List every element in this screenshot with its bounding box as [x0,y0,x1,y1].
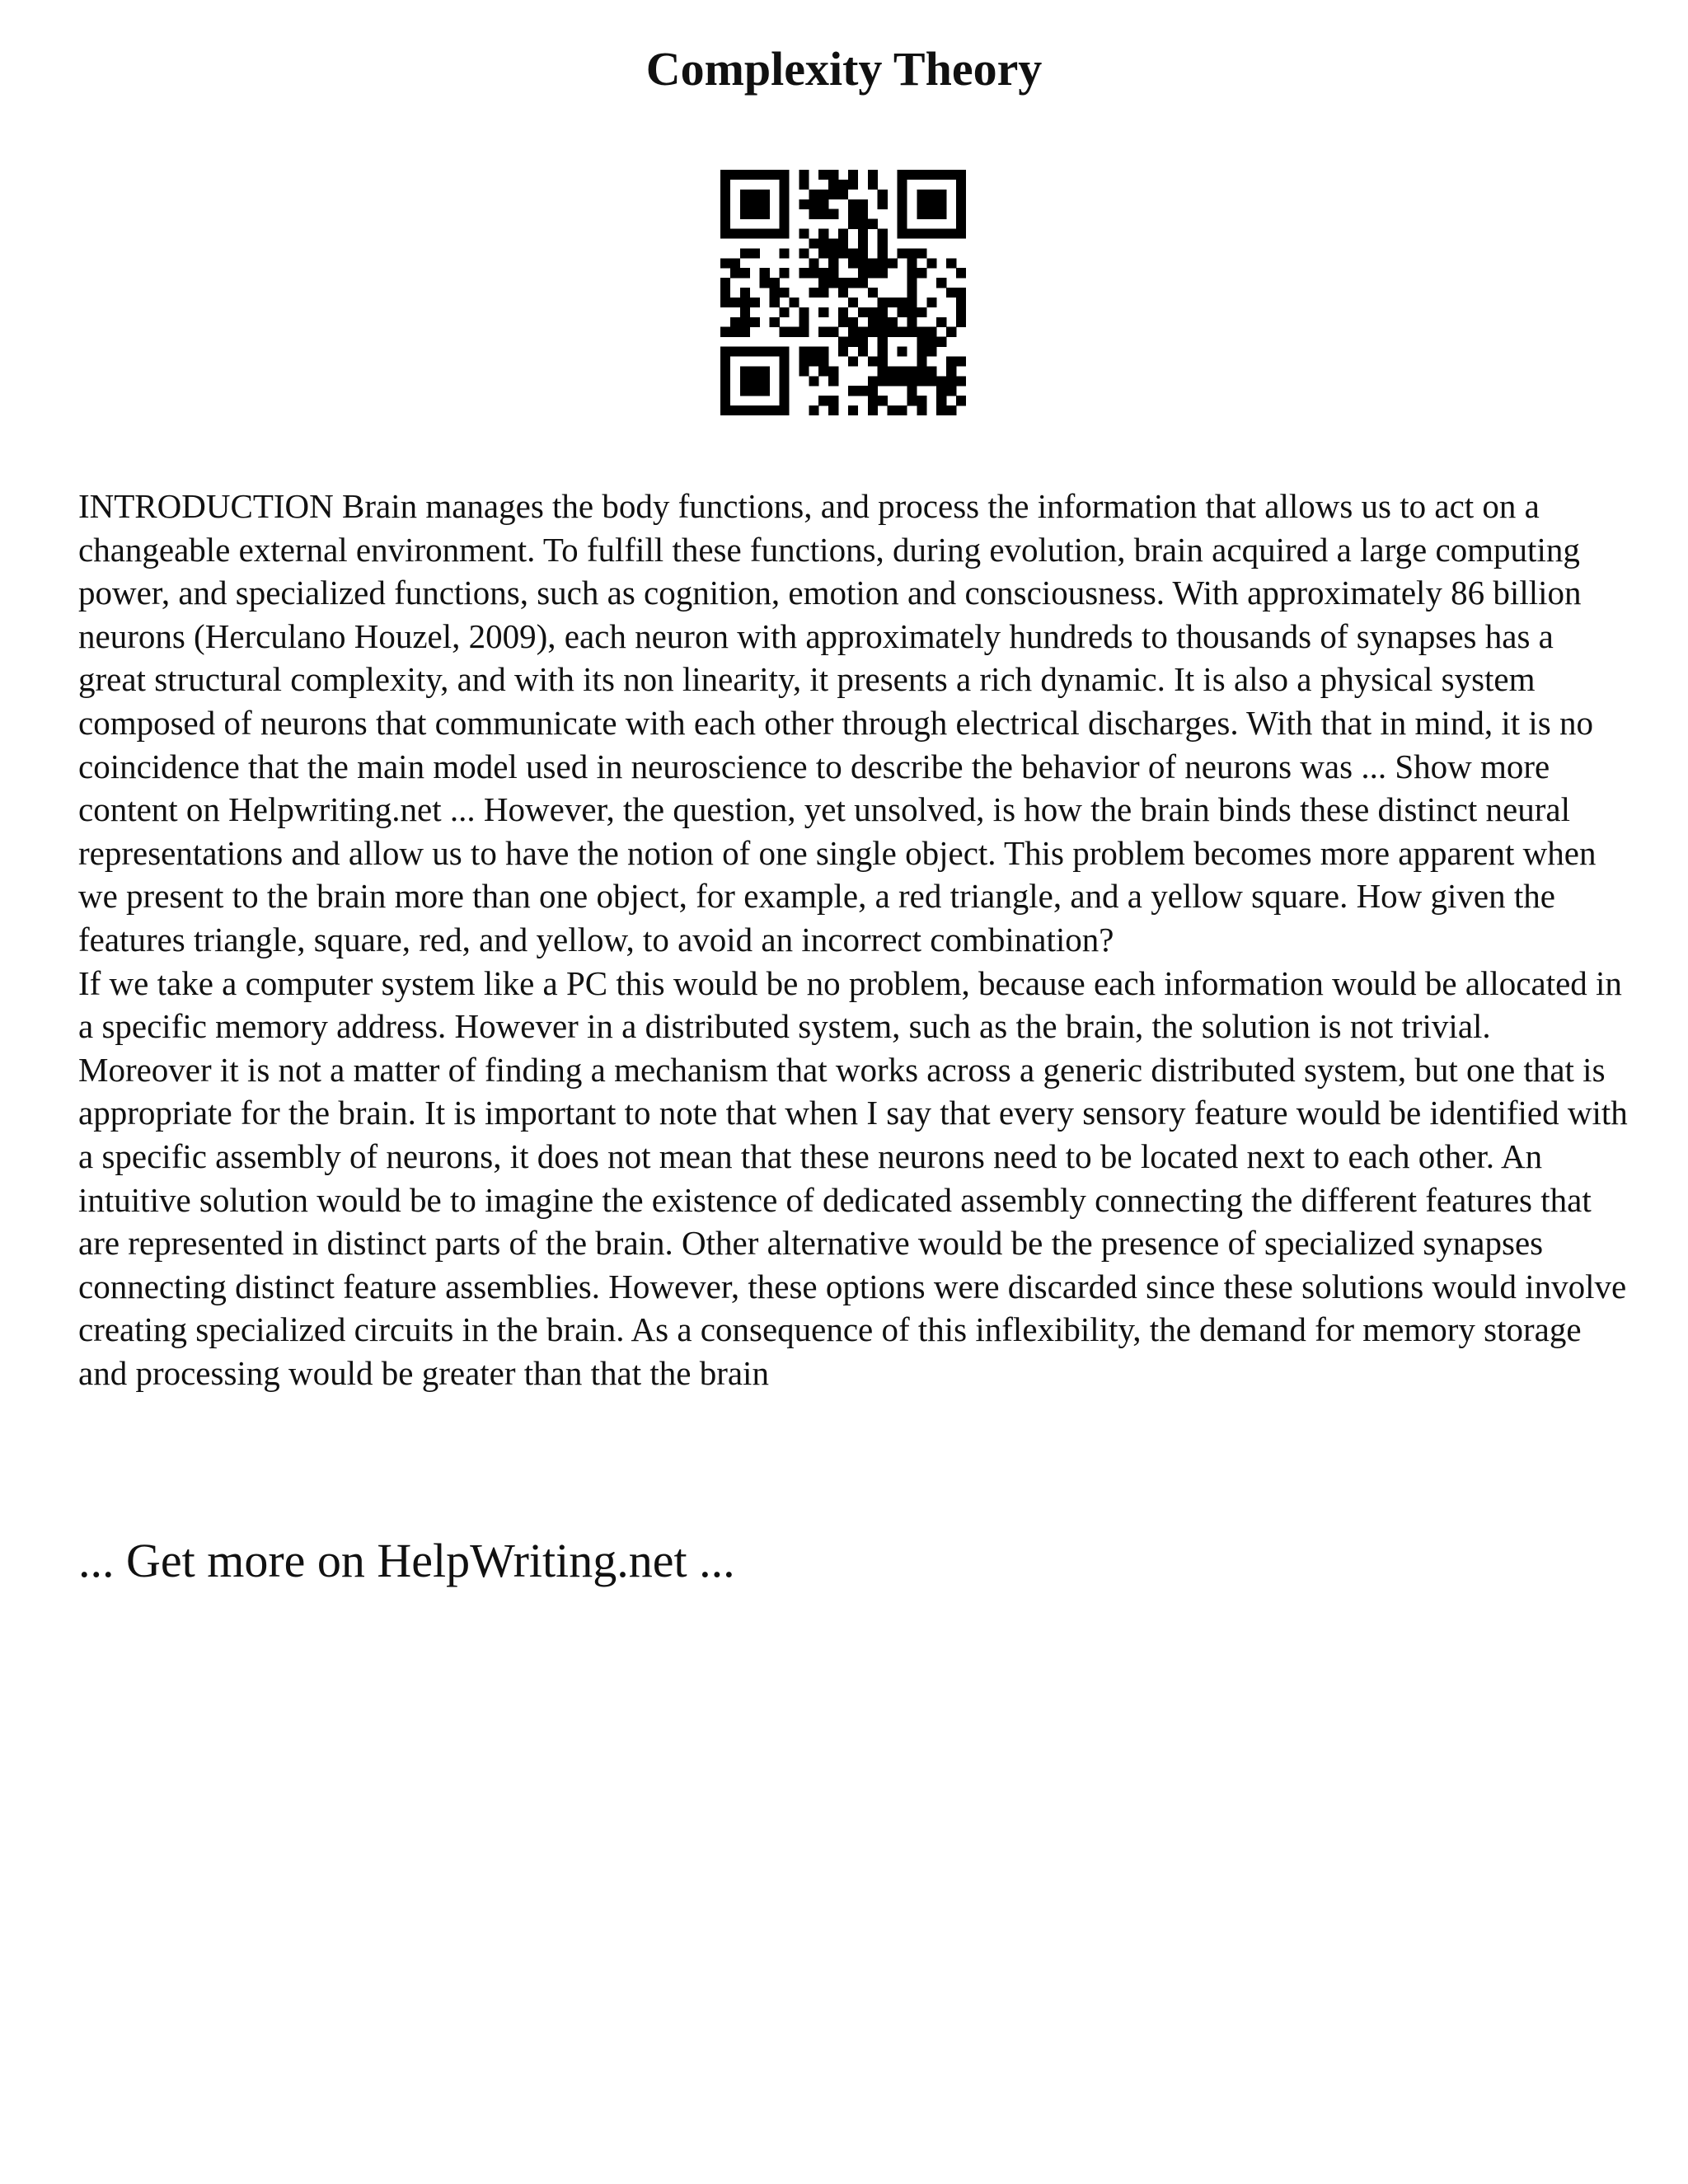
page-title: Complexity Theory [645,42,1043,96]
article-body [78,485,1628,1394]
qr-code-graphic [720,170,966,415]
get-more-link[interactable]: ... Get more on HelpWriting.net ... [78,1534,735,1587]
qr-code-icon[interactable] [720,170,966,415]
article-paragraph-1: INTRODUCTION Brain manages the body functions, and process the information that allows us to act on a changeable external environment. To fulfill these functions, during evolution, brain acquired a large computing power, and specialized functions, such as cognition, emotion and consciousness. With approximately 86 billion neurons (Herculano Houzel, 2009), each neuron with approximately hundreds to thousands of synapses has a great structural complexity, and with its non linearity, it presents a rich dynamic. It is also a physical system composed of neurons that communicate with each other through electrical discharges. With that in mind, it is no coincidence that the main model used in neuroscience to describe the behavior of neurons was ... Show more content on Helpwriting.net ... However, the question, yet unsolved, is how the brain binds these distinct neural representations and allow us to have the notion of one single object. This problem becomes more apparent when we present to the brain more than one object, for example, a red triangle, and a yellow square. How given the features triangle, square, red, and yellow, to avoid an incorrect combination? [78,487,1597,958]
article-paragraph-2: If we take a computer system like a PC this would be no problem, because each information would be allocated in a specific memory address. However in a distributed system, such as the brain, the solution is not trivial. Moreover it is not a matter of finding a mechanism that works across a generic distributed system, but one that is appropriate for the brain. It is important to note that when I say that every sensory feature would be identified with a specific assembly of neurons, it does not mean that these neurons need to be located next to each other. An intuitive solution would be to imagine the existence of dedicated assembly connecting the different features that are represented in distinct parts of the brain. Other alternative would be the presence of specialized synapses connecting distinct feature assemblies. However, these options were discarded since these solutions would involve creating specialized circuits in the brain. As a consequence of this inflexibility, the demand for memory storage and processing would be greater than that the brain [78,963,1628,1392]
